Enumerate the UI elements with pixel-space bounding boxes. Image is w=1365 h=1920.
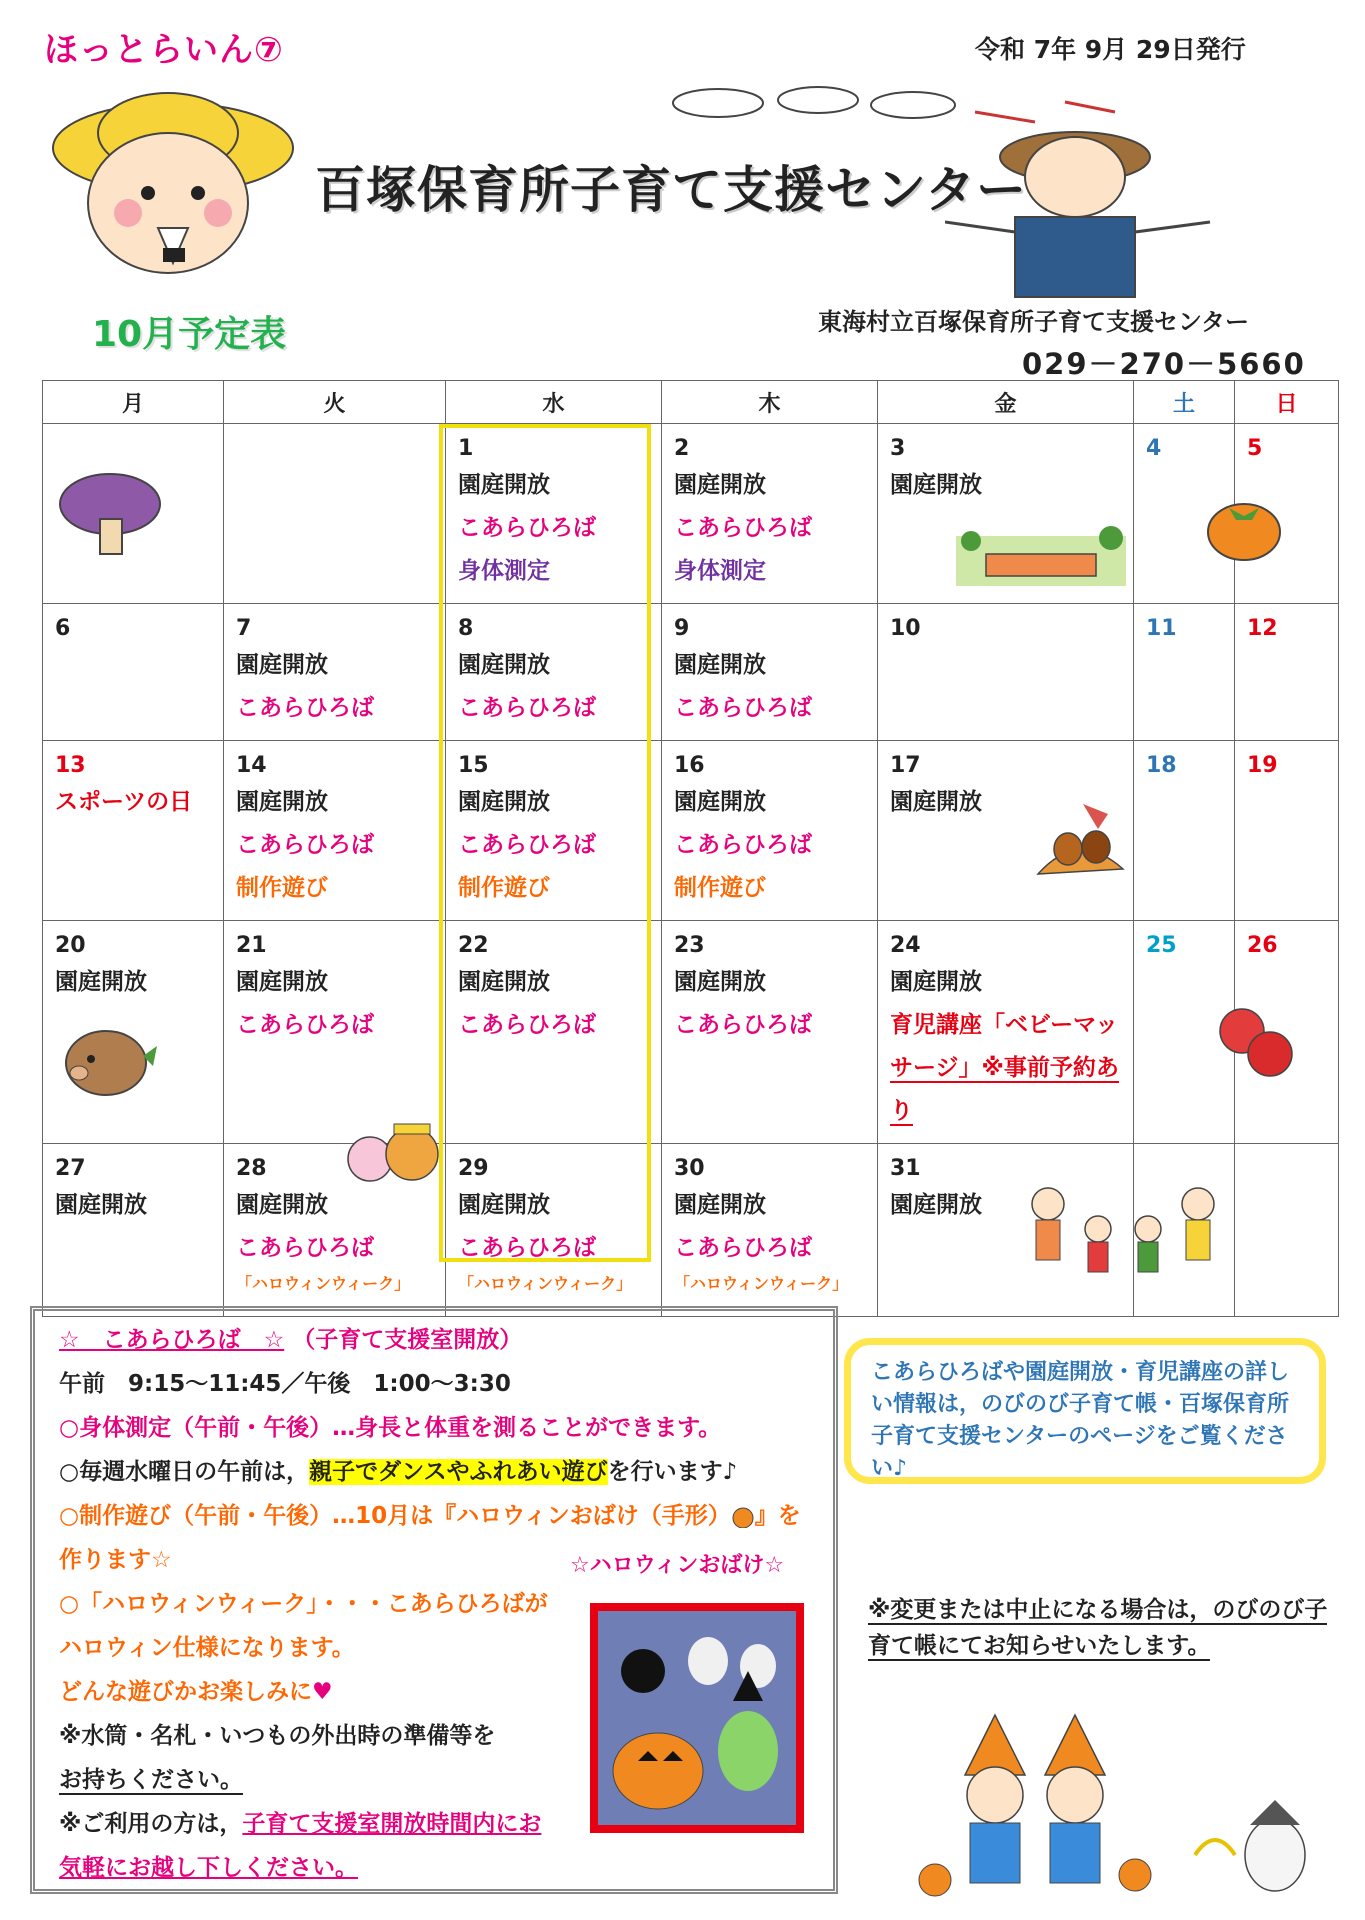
calendar-day (662, 921, 878, 1144)
calendar-day (43, 604, 224, 741)
calendar-day (1235, 604, 1339, 741)
event-garden-open: 園庭開放 (236, 652, 328, 678)
event-craft-play: 制作遊び (236, 875, 328, 901)
day-number: 7 (236, 616, 252, 641)
weekday-header: 水 (446, 381, 662, 424)
info-visit-1 (59, 1809, 541, 1839)
event-koala-hiroba: こあらひろば (236, 1235, 374, 1261)
info-week-1: ○「ハロウィンウィーク」・・・こあらひろばが (59, 1591, 548, 1617)
calendar-day (224, 1144, 446, 1317)
change-notice-text: ※変更または中止になる場合は，のびのび子育て帳にてお知らせいたします。 (868, 1597, 1328, 1659)
info-bring-2-text: お持ちください。 (59, 1767, 243, 1793)
calendar-day (1134, 1144, 1235, 1317)
info-dance-highlight: 親子でダンスやふれあい遊び (309, 1459, 608, 1485)
weekday-header: 木 (662, 381, 878, 424)
event-garden-open: 園庭開放 (458, 789, 550, 815)
info-hours: 午前 9:15～11:45／午後 1:00～3:30 (59, 1371, 511, 1397)
calendar-day (224, 741, 446, 921)
day-number: 9 (674, 616, 690, 641)
day-number: 31 (890, 1156, 921, 1181)
day-number: 26 (1247, 933, 1278, 958)
cloud-icon (668, 78, 968, 128)
newsletter-name: ほっとらいん⑦ (44, 30, 284, 70)
event-koala-hiroba: こあらひろば (236, 695, 374, 721)
event-koala-hiroba: こあらひろば (458, 1235, 596, 1261)
event-garden-open: 園庭開放 (674, 789, 766, 815)
train-landscape-icon (956, 516, 1126, 586)
event-garden-open: 園庭開放 (890, 472, 982, 498)
day-number: 30 (674, 1156, 705, 1181)
event-garden-open: 園庭開放 (236, 789, 328, 815)
event-body-measurement: 身体測定 (458, 558, 550, 584)
event-garden-open: 園庭開放 (458, 1192, 550, 1218)
phone-number: 029－270－5660 (1022, 347, 1306, 381)
calendar-day (43, 1144, 224, 1317)
calendar-week (43, 921, 1339, 1144)
event-halloween-week: 「ハロウィンウィーク」 (674, 1274, 849, 1293)
day-number: 28 (236, 1156, 267, 1181)
event-parenting-lecture-cont (890, 1047, 1121, 1133)
center-title: 百塚保育所子育て支援センター (315, 161, 1027, 219)
day-number: 6 (55, 616, 71, 641)
info-visit-pre: ※ご利用の方は， (59, 1811, 243, 1837)
event-parenting-lecture-text: サージ」※事前予約あり (890, 1055, 1119, 1124)
day-number: 8 (458, 616, 474, 641)
day-number: 22 (458, 933, 489, 958)
acorns-leaves-icon (1028, 799, 1128, 889)
day-number: 10 (890, 616, 921, 641)
event-koala-hiroba: こあらひろば (674, 515, 812, 541)
day-number: 11 (1146, 616, 1177, 641)
day-number: 3 (890, 436, 906, 461)
schedule-title: 10月予定表 (92, 314, 287, 355)
event-garden-open: 園庭開放 (458, 472, 550, 498)
day-number: 2 (674, 436, 690, 461)
calendar-day (43, 424, 224, 604)
event-garden-open: 園庭開放 (236, 969, 328, 995)
weekday-header: 日 (1235, 381, 1339, 424)
day-number: 4 (1146, 436, 1162, 461)
calendar-day (878, 741, 1134, 921)
event-koala-hiroba: こあらひろば (674, 1235, 812, 1261)
halloween-ghost-photo (590, 1603, 804, 1833)
event-garden-open: 園庭開放 (458, 969, 550, 995)
child-with-riceball-icon (48, 78, 298, 288)
info-visit-2 (59, 1853, 358, 1883)
weekday-header: 月 (43, 381, 224, 424)
event-garden-open: 園庭開放 (55, 969, 147, 995)
calendar-day (224, 921, 446, 1144)
info-heading-sub: （子育て支援室開放） (292, 1327, 523, 1353)
day-number: 13 (55, 753, 86, 778)
boar-icon (61, 1021, 161, 1101)
calendar-day (878, 1144, 1134, 1317)
calendar-day (446, 921, 662, 1144)
calendar-day (446, 604, 662, 741)
calendar-day (662, 1144, 878, 1317)
day-number: 21 (236, 933, 267, 958)
calendar-day (1235, 921, 1339, 1144)
info-week-3-text: どんな遊びかお楽しみに (59, 1679, 312, 1705)
day-number: 5 (1247, 436, 1263, 461)
event-garden-open: 園庭開放 (890, 1192, 982, 1218)
info-heading-line (59, 1325, 522, 1355)
event-koala-hiroba: こあらひろば (674, 832, 812, 858)
event-craft-play: 制作遊び (458, 875, 550, 901)
event-parenting-lecture: 育児講座「ベビーマッ (890, 1012, 1119, 1038)
day-number: 14 (236, 753, 267, 778)
info-dance (59, 1457, 737, 1487)
halloween-children-icon (905, 1705, 1335, 1915)
event-koala-hiroba: こあらひろば (674, 695, 812, 721)
info-visit-pink: 子育て支援室開放時間内にお (242, 1811, 542, 1837)
calendar-day (446, 1144, 662, 1317)
event-halloween-week: 「ハロウィンウィーク」 (236, 1274, 411, 1293)
day-number: 25 (1146, 933, 1177, 958)
calendar-day (224, 424, 446, 604)
calendar-day (878, 424, 1134, 604)
event-garden-open: 園庭開放 (674, 1192, 766, 1218)
day-number: 27 (55, 1156, 86, 1181)
calendar-day (1134, 604, 1235, 741)
info-craft-1-text: ○制作遊び（午前・午後）…10月は『ハロウィンおばけ（手形） (59, 1503, 731, 1529)
day-number: 17 (890, 753, 921, 778)
event-koala-hiroba: こあらひろば (458, 695, 596, 721)
event-garden-open: 園庭開放 (458, 652, 550, 678)
event-garden-open: 園庭開放 (674, 652, 766, 678)
info-visit-2-text: 気軽にお越し下しください。 (59, 1855, 358, 1881)
info-craft-2: 作ります☆ (59, 1547, 172, 1573)
event-garden-open: 園庭開放 (55, 1192, 147, 1218)
calendar-day (43, 741, 224, 921)
info-dance-post: を行います♪ (607, 1459, 738, 1485)
calendar-day (1134, 741, 1235, 921)
info-craft-1-end: 』を (754, 1503, 801, 1529)
day-number: 24 (890, 933, 921, 958)
event-garden-open: 園庭開放 (236, 1192, 328, 1218)
issue-date: 令和 7年 9月 29日発行 (975, 35, 1246, 64)
weekday-header-row (43, 381, 1339, 424)
event-body-measurement: 身体測定 (674, 558, 766, 584)
event-halloween-week: 「ハロウィンウィーク」 (458, 1274, 633, 1293)
event-koala-hiroba: こあらひろば (458, 832, 596, 858)
event-koala-hiroba: こあらひろば (458, 1012, 596, 1038)
day-number: 1 (458, 436, 474, 461)
calendar-week (43, 604, 1339, 741)
day-number: 23 (674, 933, 705, 958)
event-koala-hiroba: こあらひろば (236, 1012, 374, 1038)
event-koala-hiroba: こあらひろば (674, 1012, 812, 1038)
calendar-day (446, 741, 662, 921)
calendar-day (662, 604, 878, 741)
mushroom-icon (55, 464, 165, 564)
change-notice (868, 1592, 1328, 1664)
pumpkin-icon (731, 1506, 755, 1528)
photo-caption: ☆ハロウィンおばけ☆ (570, 1553, 785, 1578)
event-koala-hiroba: こあらひろば (236, 832, 374, 858)
org-name: 東海村立百塚保育所子育て支援センター (818, 308, 1250, 336)
day-number: 15 (458, 753, 489, 778)
calendar-day (662, 741, 878, 921)
calendar-day (1235, 741, 1339, 921)
info-measure-text: ○身体測定（午前・午後）…身長と体重を測ることができます。 (59, 1415, 722, 1441)
info-heading: ☆ こあらひろば ☆ (59, 1327, 285, 1353)
weekday-header: 土 (1134, 381, 1235, 424)
calendar-day (662, 424, 878, 604)
info-dance-pre: ○毎週水曜日の午前は， (59, 1459, 310, 1485)
calendar-day (1134, 921, 1235, 1144)
calendar-day (1134, 424, 1235, 604)
calendar-day (1235, 1144, 1339, 1317)
day-number: 20 (55, 933, 86, 958)
calendar-table (42, 380, 1339, 1317)
info-notice-box: こあらひろばや園庭開放・育児講座の詳しい情報は，のびのび子育て帳・百塚保育所子育て支援センターのページをご覧ください♪ (844, 1338, 1326, 1484)
calendar-week (43, 741, 1339, 921)
rabbit-and-bear-icon (342, 1114, 442, 1194)
weekday-header: 金 (878, 381, 1134, 424)
event-craft-play: 制作遊び (674, 875, 766, 901)
info-measure (59, 1413, 721, 1443)
day-number: 29 (458, 1156, 489, 1181)
calendar-day (224, 604, 446, 741)
info-week-2: ハロウィン仕様になります。 (59, 1635, 355, 1661)
calendar-day (446, 424, 662, 604)
halloween-craft-icon (598, 1611, 796, 1825)
weekday-header: 火 (224, 381, 446, 424)
event-garden-open: 園庭開放 (890, 969, 982, 995)
calendar-day (1235, 424, 1339, 604)
day-number: 18 (1146, 753, 1177, 778)
day-number: 12 (1247, 616, 1278, 641)
calendar-week (43, 424, 1339, 604)
event-garden-open: 園庭開放 (890, 789, 982, 815)
info-bring-1: ※水筒・名札・いつもの外出時の準備等を (59, 1723, 496, 1749)
event-sports-day: スポーツの日 (55, 789, 193, 815)
event-garden-open: 園庭開放 (674, 969, 766, 995)
info-craft-1 (59, 1501, 801, 1531)
info-week-3 (59, 1677, 333, 1707)
event-koala-hiroba: こあらひろば (458, 515, 596, 541)
calendar-day (878, 604, 1134, 741)
event-garden-open: 園庭開放 (674, 472, 766, 498)
heart-icon: ♥ (312, 1679, 333, 1705)
calendar-week (43, 1144, 1339, 1317)
calendar-day (878, 921, 1134, 1144)
day-number: 16 (674, 753, 705, 778)
info-bring-2 (59, 1765, 243, 1795)
day-number: 19 (1247, 753, 1278, 778)
calendar-day (43, 921, 224, 1144)
